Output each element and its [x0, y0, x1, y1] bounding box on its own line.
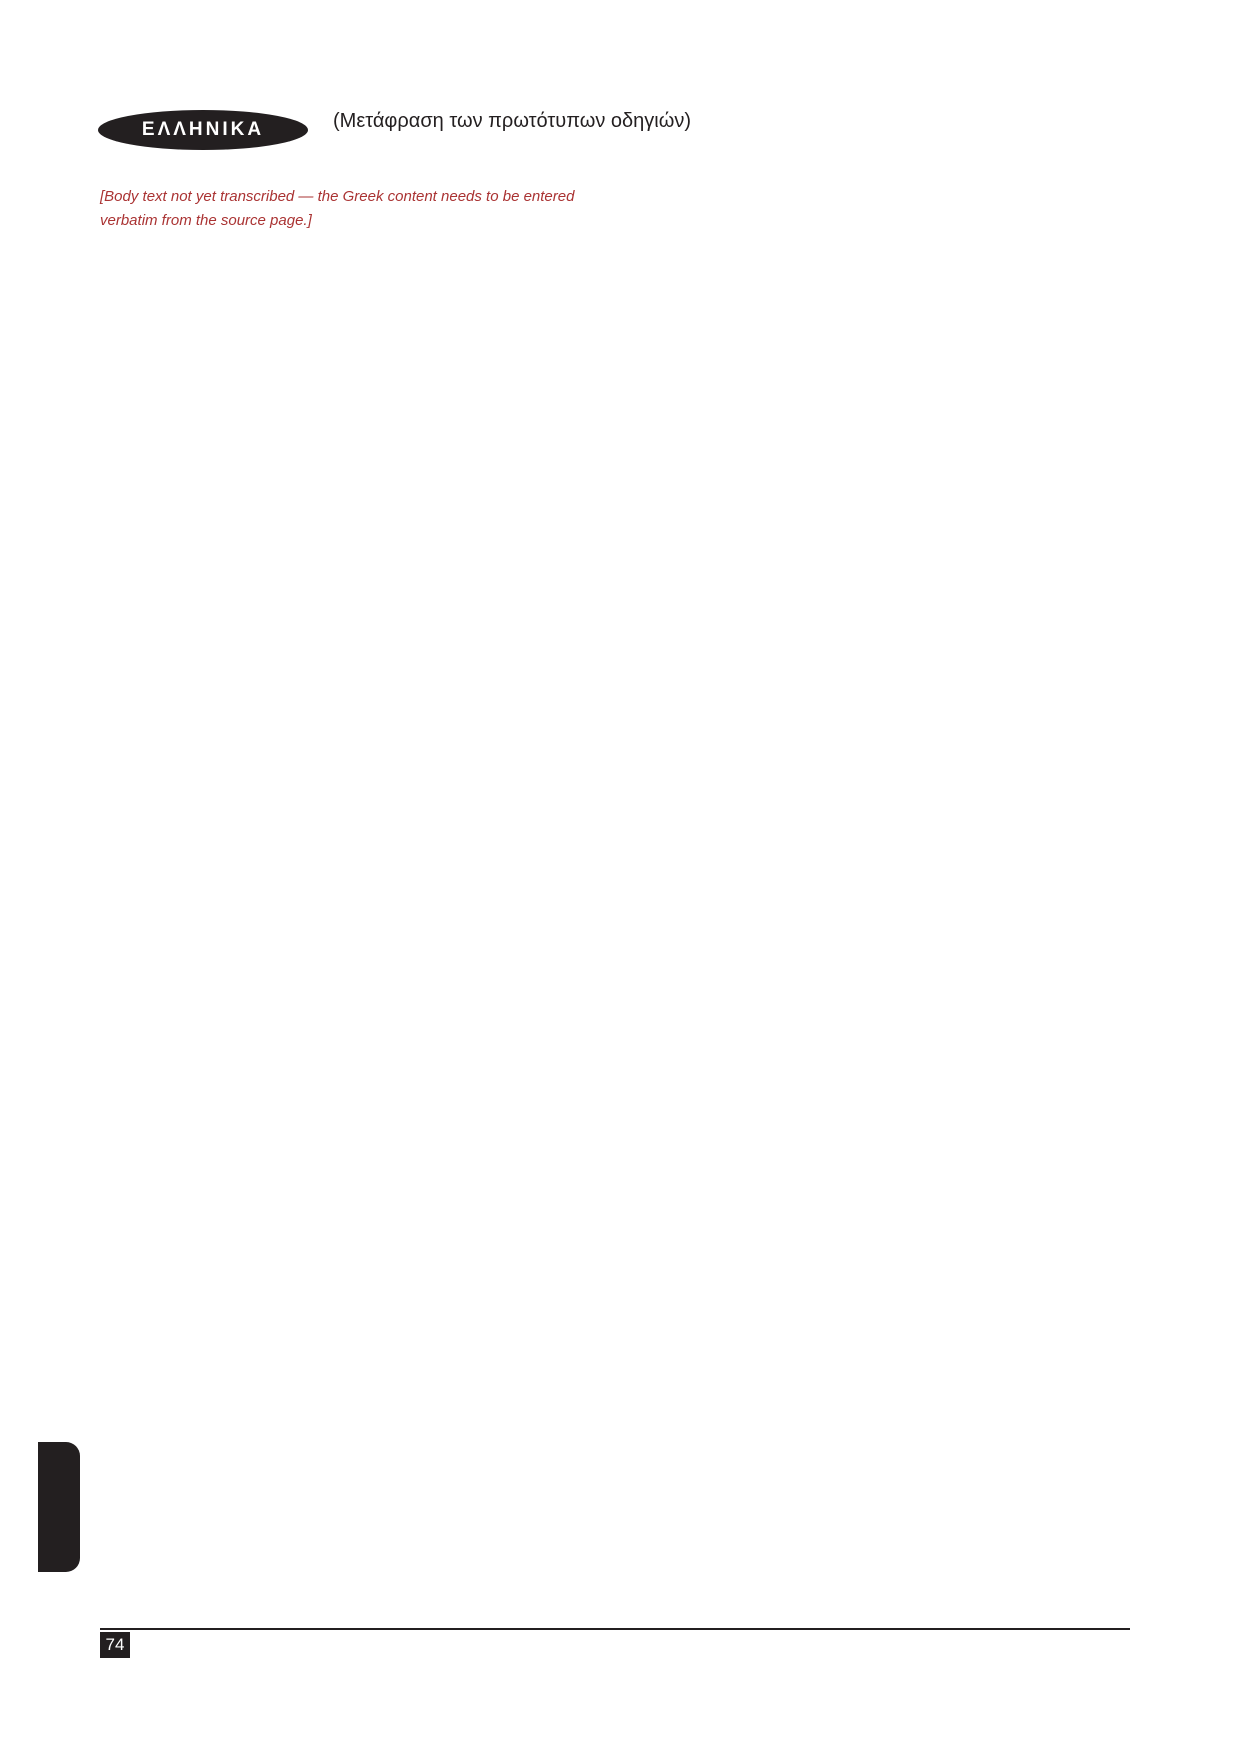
side-tab-marker [38, 1442, 80, 1572]
left-column [100, 170, 620, 248]
transcription-placeholder: [Body text not yet transcribed — the Greek content needs to be entered verbatim from the source page.] [100, 188, 575, 229]
document-subtitle: (Μετάφραση των πρωτότυπων οδηγιών) [333, 110, 692, 132]
footer-divider [100, 1628, 1130, 1630]
page-number: 74 [100, 1632, 130, 1658]
language-badge: ΕΛΛΗΝΙΚΑ [98, 110, 308, 150]
